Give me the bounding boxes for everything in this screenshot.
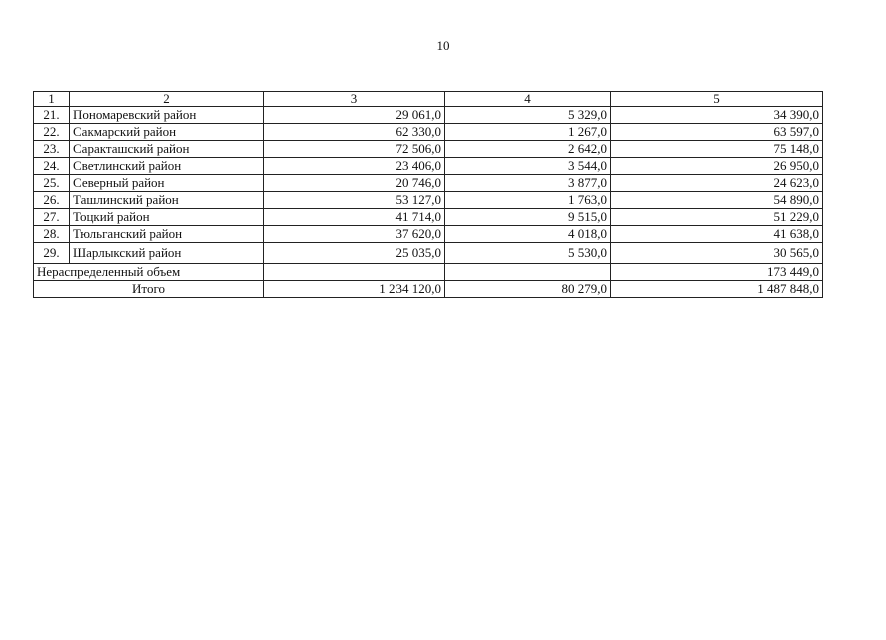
table-row [34,175,823,192]
value-col-4: 5 329,0 [445,107,611,124]
value-col-5: 54 890,0 [611,192,823,209]
value-col-4: 1 763,0 [445,192,611,209]
value-col-5: 51 229,0 [611,209,823,226]
value-col-5: 30 565,0 [611,243,823,264]
value-col-4: 80 279,0 [445,281,611,298]
row-number: 25. [34,175,70,192]
value-col-3: 41 714,0 [264,209,445,226]
value-col-5: 1 487 848,0 [611,281,823,298]
value-col-3: 72 506,0 [264,141,445,158]
value-col-4: 9 515,0 [445,209,611,226]
row-number: 29. [34,243,70,264]
value-col-3: 23 406,0 [264,158,445,175]
row-number: 24. [34,158,70,175]
value-col-4: 2 642,0 [445,141,611,158]
district-name: Пономаревский район [70,107,264,124]
value-col-4: 1 267,0 [445,124,611,141]
table-row [34,141,823,158]
value-col-5: 63 597,0 [611,124,823,141]
page-number: 10 [436,38,450,53]
district-name: Сакмарский район [70,124,264,141]
value-col-3: 37 620,0 [264,226,445,243]
table-header-row [34,92,823,107]
table-row [34,107,823,124]
unallocated-row [34,264,823,281]
value-col-5: 26 950,0 [611,158,823,175]
district-name: Северный район [70,175,264,192]
value-col-3: 53 127,0 [264,192,445,209]
table-row [34,209,823,226]
district-name: Саракташский район [70,141,264,158]
value-col-4: 5 530,0 [445,243,611,264]
value-col-5: 24 623,0 [611,175,823,192]
value-col-3 [264,264,445,281]
value-col-3: 1 234 120,0 [264,281,445,298]
value-col-4: 4 018,0 [445,226,611,243]
header-cell: 3 [264,92,445,107]
value-col-5: 75 148,0 [611,141,823,158]
table-row [34,226,823,243]
district-name: Тюльганский район [70,226,264,243]
district-name: Шарлыкский район [70,243,264,264]
row-number: 23. [34,141,70,158]
row-number: 21. [34,107,70,124]
district-name: Ташлинский район [70,192,264,209]
unallocated-label: Нераспределенный объем [34,264,264,281]
row-number: 22. [34,124,70,141]
value-col-4 [445,264,611,281]
row-number: 27. [34,209,70,226]
value-col-4: 3 544,0 [445,158,611,175]
value-col-3: 62 330,0 [264,124,445,141]
header-cell: 1 [34,92,70,107]
value-col-3: 20 746,0 [264,175,445,192]
table-row [34,192,823,209]
row-number: 28. [34,226,70,243]
total-row [34,281,823,298]
header-cell: 5 [611,92,823,107]
header-cell: 2 [70,92,264,107]
table-row [34,158,823,175]
value-col-5: 41 638,0 [611,226,823,243]
total-label: Итого [34,281,264,298]
row-number: 26. [34,192,70,209]
district-name: Тоцкий район [70,209,264,226]
header-cell: 4 [445,92,611,107]
data-table [33,91,823,298]
value-col-5: 173 449,0 [611,264,823,281]
value-col-4: 3 877,0 [445,175,611,192]
value-col-3: 25 035,0 [264,243,445,264]
value-col-3: 29 061,0 [264,107,445,124]
table-row [34,243,823,264]
district-name: Светлинский район [70,158,264,175]
value-col-5: 34 390,0 [611,107,823,124]
table-row [34,124,823,141]
